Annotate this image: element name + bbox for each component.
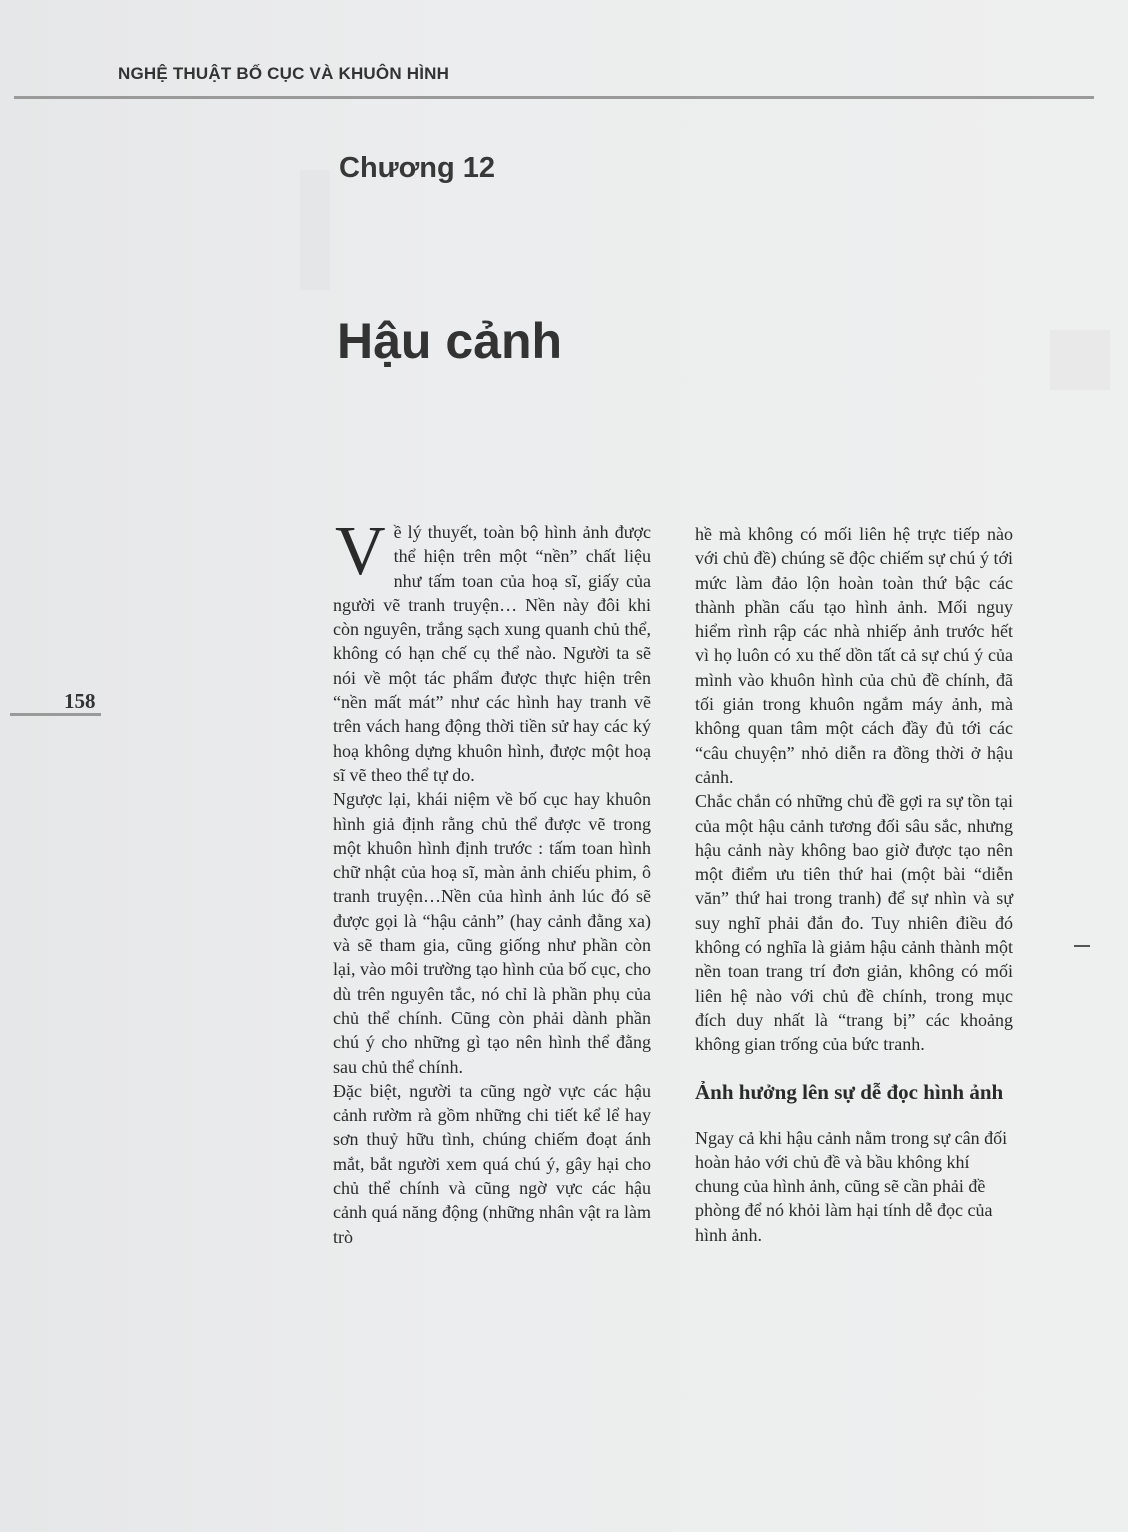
text-column-right (695, 522, 1013, 1247)
body-paragraph: Ngược lại, khái niệm về bố cục hay khuôn hình giả định rằng chủ thể được vẽ trong một khuôn hình định trước : tấm toan hình chữ nhật của hoạ sĩ, màn ảnh chiếu phim, ô tranh truyện…Nền của hình ảnh lúc đó sẽ được gọi là “hậu cảnh” (hay cảnh đằng xa) và sẽ tham gia, cũng giống như phần còn lại, vào môi trường tạo hình của bố cục, cho dù trên nguyên tắc, nó chỉ là phần phụ của chủ thể chính. Cũng còn phải dành phần chú ý cho những gì tạo nên hình thể đằng sau chủ thể chính. (333, 789, 651, 1077)
running-header: NGHỆ THUẬT BỐ CỤC VÀ KHUÔN HÌNH (118, 64, 450, 83)
chapter-title: Hậu cảnh (337, 313, 563, 369)
margin-tick (1074, 945, 1090, 947)
body-paragraph: Ngay cả khi hậu cảnh nằm trong sự cân đối hoàn hảo với chủ đề và bầu không khí chung của hình ảnh, cũng sẽ cần phải đề phòng để nó khỏi làm hại tính dễ đọc của hình ảnh. (695, 1127, 1008, 1245)
body-paragraph (333, 513, 651, 787)
show-through-shadow (1050, 330, 1110, 390)
body-paragraph: Chắc chắn có những chủ đề gợi ra sự tồn tại của một hậu cảnh tương đối sâu sắc, nhưng hậu cảnh này không bao giờ được tạo nên một điểm ưu tiên thứ hai (một bài “diễn văn” thứ hai trong tranh) để sự nhìn và sự suy nghĩ phải đắn đo. Tuy nhiên điều đó không có nghĩa là giảm hậu cảnh thành một nền toan trang trí đơn giản, không có mối liên hệ nào với chủ đề chính, trong mục đích duy nhất là “trang bị” các khoảng không gian trống của bức tranh. (695, 791, 1013, 1055)
page-number: 158 (64, 689, 96, 713)
text-column-left (333, 513, 651, 1249)
paragraph-text: ề lý thuyết, toàn bộ hình ảnh được thể hiện trên một “nền” chất liệu như tấm toan của hoạ sĩ, giấy của người vẽ tranh truyện… Nền này đôi khi còn nguyên, trắng sạch xung quanh chủ thể, không có hạn chế cụ thể nào. Người ta sẽ nói về một tác phẩm được thực hiện trên “nền mất mát” như các hình hay tranh vẽ trên vách hang động thời tiền sử hay các ký hoạ không dựng khuôn hình, được một hoạ sĩ vẽ theo thể tự do. (333, 522, 651, 785)
show-through-shadow (300, 170, 330, 290)
body-paragraph: hề mà không có mối liên hệ trực tiếp nào với chủ đề) chúng sẽ độc chiếm sự chú ý tới mức làm đảo lộn hoàn toàn thứ bậc các thành phần cấu tạo hình ảnh. Mối nguy hiểm rình rập các nhà nhiếp ảnh trước hết vì họ luôn có xu thế dồn tất cả sự chú ý của mình vào khuôn hình của chủ đề chính, đã tối giản trong khuôn ngắm máy ảnh, mà không quan tâm một cách đầy đủ tới các “câu chuyện” nhỏ diễn ra đồng thời ở hậu cảnh. (695, 524, 1013, 787)
page-number-rule (10, 713, 101, 716)
drop-cap: V (335, 513, 386, 590)
chapter-label: Chương 12 (339, 152, 496, 184)
body-paragraph: Đặc biệt, người ta cũng ngờ vực các hậu cảnh rườm rà gồm những chi tiết kể lể hay sơn thuỷ hữu tình, chúng chiếm đoạt ánh mắt, bắt người xem quá chú ý, gây hại cho chủ thể chính và cũng ngờ vực các hậu cảnh quá năng động (những nhân vật ra làm trò (333, 1080, 651, 1247)
section-heading: Ảnh hưởng lên sự dễ đọc hình ảnh (695, 1079, 1004, 1104)
header-rule (14, 96, 1094, 99)
